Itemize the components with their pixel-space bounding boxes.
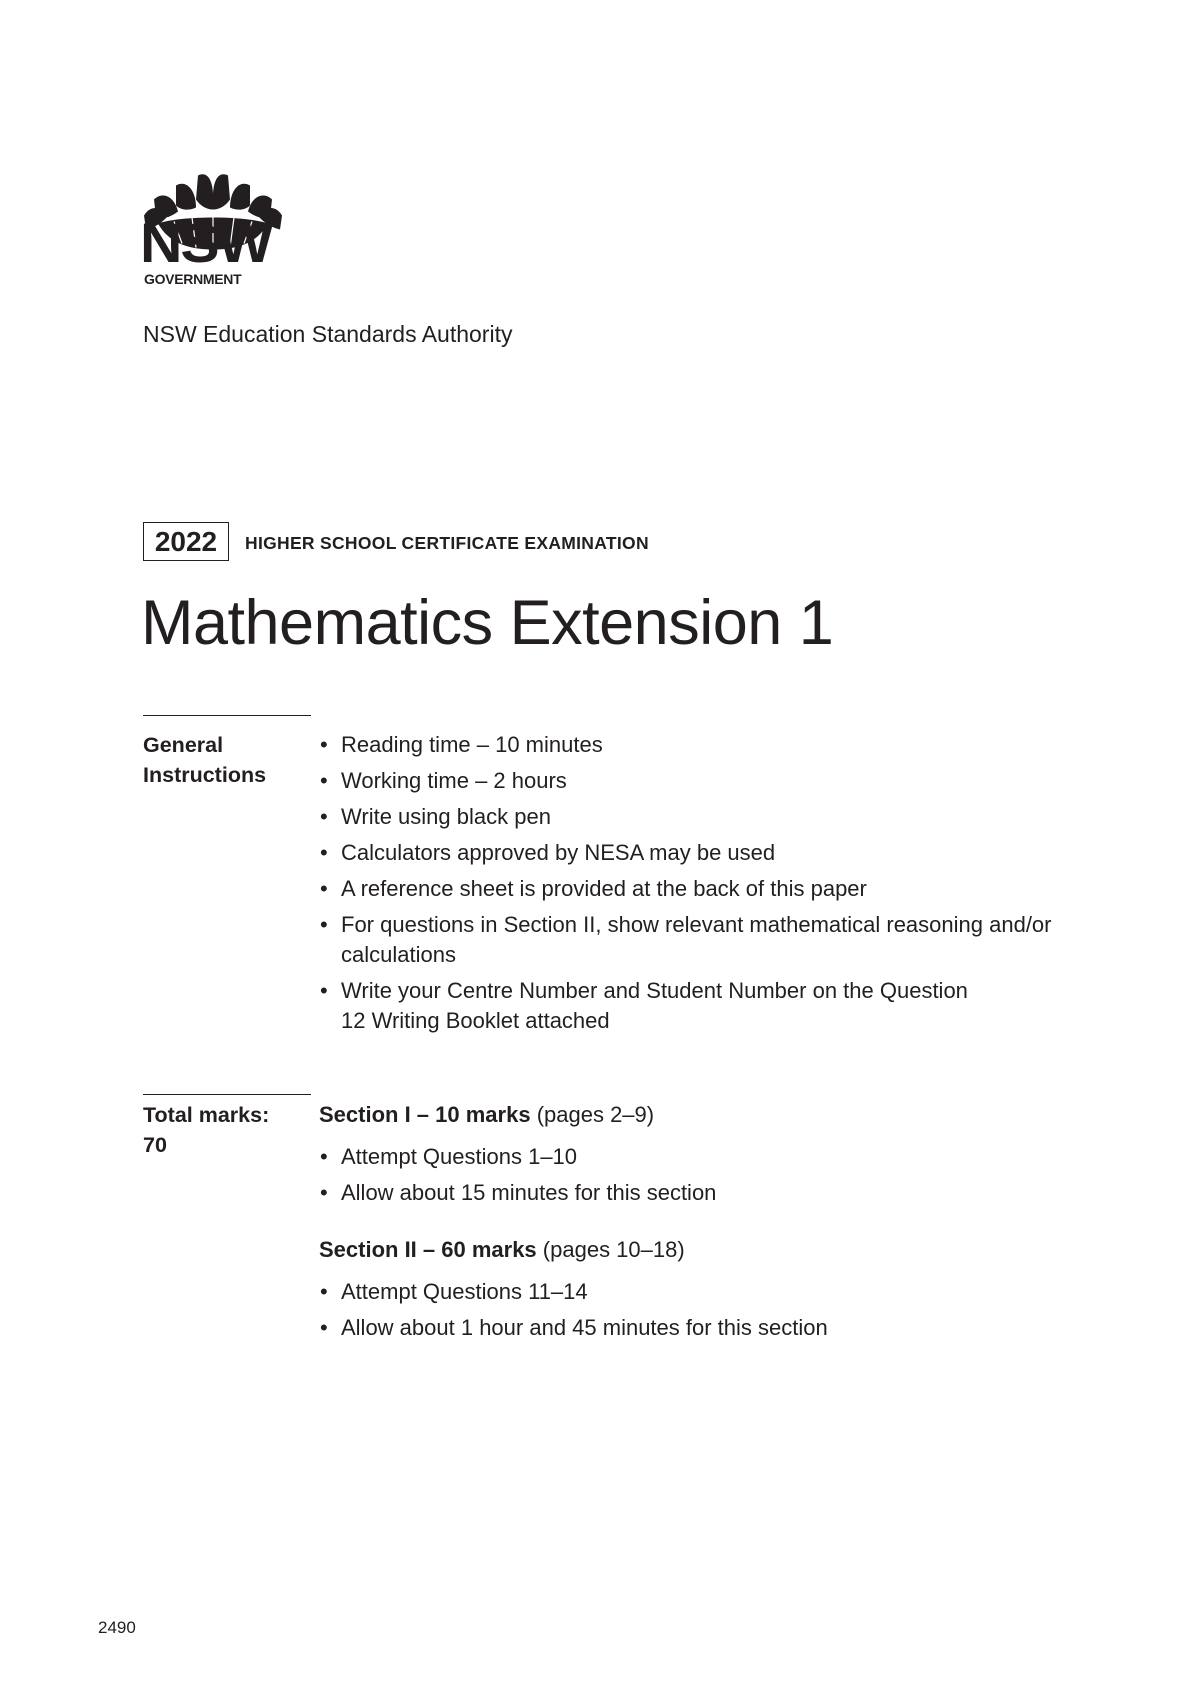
list-item: • Allow about 1 hour and 45 minutes for this section <box>320 1315 828 1340</box>
section-1-heading: Section I – 10 marks (pages 2–9) <box>319 1102 655 1127</box>
authority-name: NSW Education Standards Authority <box>143 321 513 347</box>
page-title: Mathematics Extension 1 <box>141 588 834 658</box>
list-item: • Attempt Questions 11–14 <box>320 1279 588 1304</box>
list-item: • Reading time – 10 minutes <box>320 732 603 757</box>
logo-subtitle: GOVERNMENT <box>144 271 242 287</box>
list-item: • Attempt Questions 1–10 <box>320 1144 578 1169</box>
list-item: • Write using black pen <box>320 804 551 829</box>
list-item: • Calculators approved by NESA may be used <box>320 840 776 865</box>
section-2-heading: Section II – 60 marks (pages 10–18) <box>319 1237 685 1262</box>
nsw-government-logo <box>140 133 286 290</box>
list-item: • A reference sheet is provided at the back of this paper <box>320 876 867 901</box>
list-item: • For questions in Section II, show relevant mathematical reasoning and/or calculations <box>320 912 1052 967</box>
section-1-list <box>319 1142 1099 1214</box>
section-2-list <box>319 1277 1099 1349</box>
list-item: • Allow about 15 minutes for this section <box>320 1180 717 1205</box>
exam-label: HIGHER SCHOOL CERTIFICATE EXAMINATION <box>245 533 649 553</box>
general-instructions-label: General Instructions <box>143 733 267 787</box>
list-item: • Working time – 2 hours <box>320 768 567 793</box>
page-number: 2490 <box>98 1618 136 1637</box>
list-item: • Write your Centre Number and Student Number on the Question 12 Writing Booklet attached <box>320 978 968 1033</box>
divider-general <box>143 715 311 716</box>
total-marks-label: Total marks: 70 <box>143 1103 270 1157</box>
logo-wordmark: NSW <box>140 211 271 274</box>
general-instructions-list <box>319 730 1099 1042</box>
exam-year: 2022 <box>143 522 229 561</box>
divider-total-marks <box>143 1094 311 1095</box>
